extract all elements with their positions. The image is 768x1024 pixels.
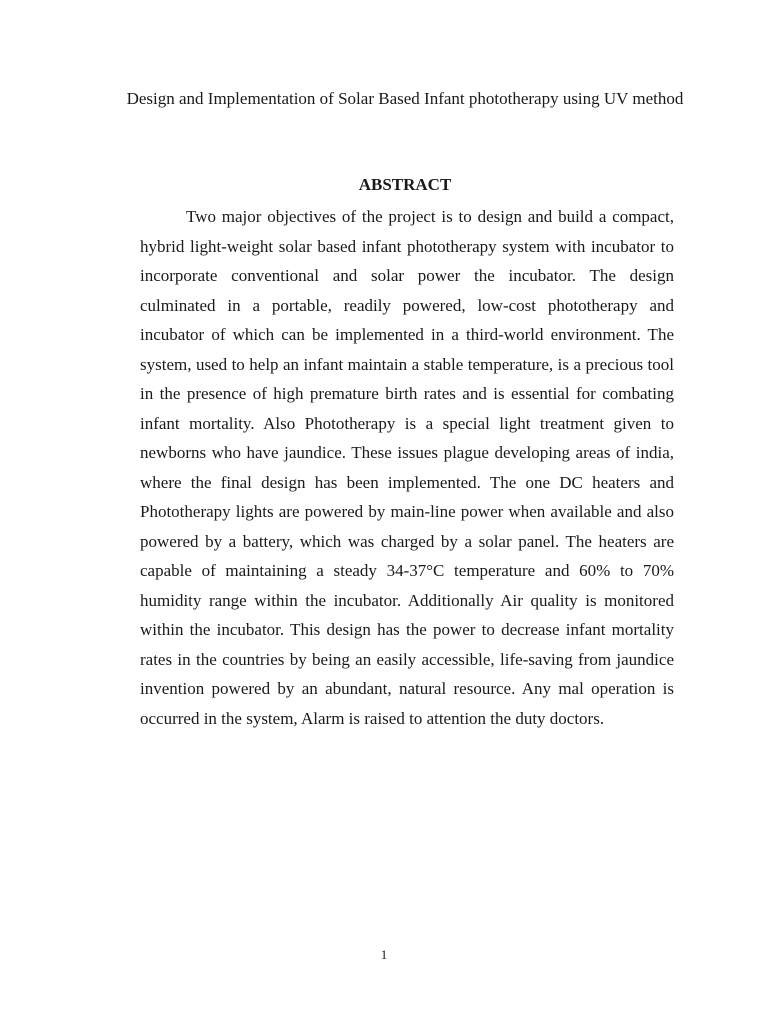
- page-number: 1: [380, 947, 388, 962]
- document-title: Design and Implementation of Solar Based Infant phototherapy using UV method: [126, 89, 684, 108]
- abstract-paragraph: Two major objectives of the project is to design and build a compact, hybrid light-weight solar based infant phototherapy system with incubator to incorporate conventional and solar power the incubator. The design culminated in a portable, readily powered, low-cost phototherapy and incubator of which can be implemented in a third-world environment. The system, used to help an infant maintain a stable temperature, is a precious tool in the presence of high premature birth rates and is essential for combating infant mortality. Also Phototherapy is a special light treatment given to newborns who have jaundice. These issues plague developing areas of india, where the final design has been implemented. The one DC heaters and Phototherapy lights are powered by main-line power when available and also powered by a battery, which was charged by a solar panel. The heaters are capable of maintaining a steady 34-37°C temperature and 60% to 70% humidity range within the incubator. Additionally Air quality is monitored within the incubator. This design has the power to decrease infant mortality rates in the countries by being an easily accessible, life-saving from jaundice invention powered by an abundant, natural resource. Any mal operation is occurred in the system, Alarm is raised to attention the duty doctors.: [140, 207, 674, 728]
- abstract-heading: ABSTRACT: [358, 175, 452, 194]
